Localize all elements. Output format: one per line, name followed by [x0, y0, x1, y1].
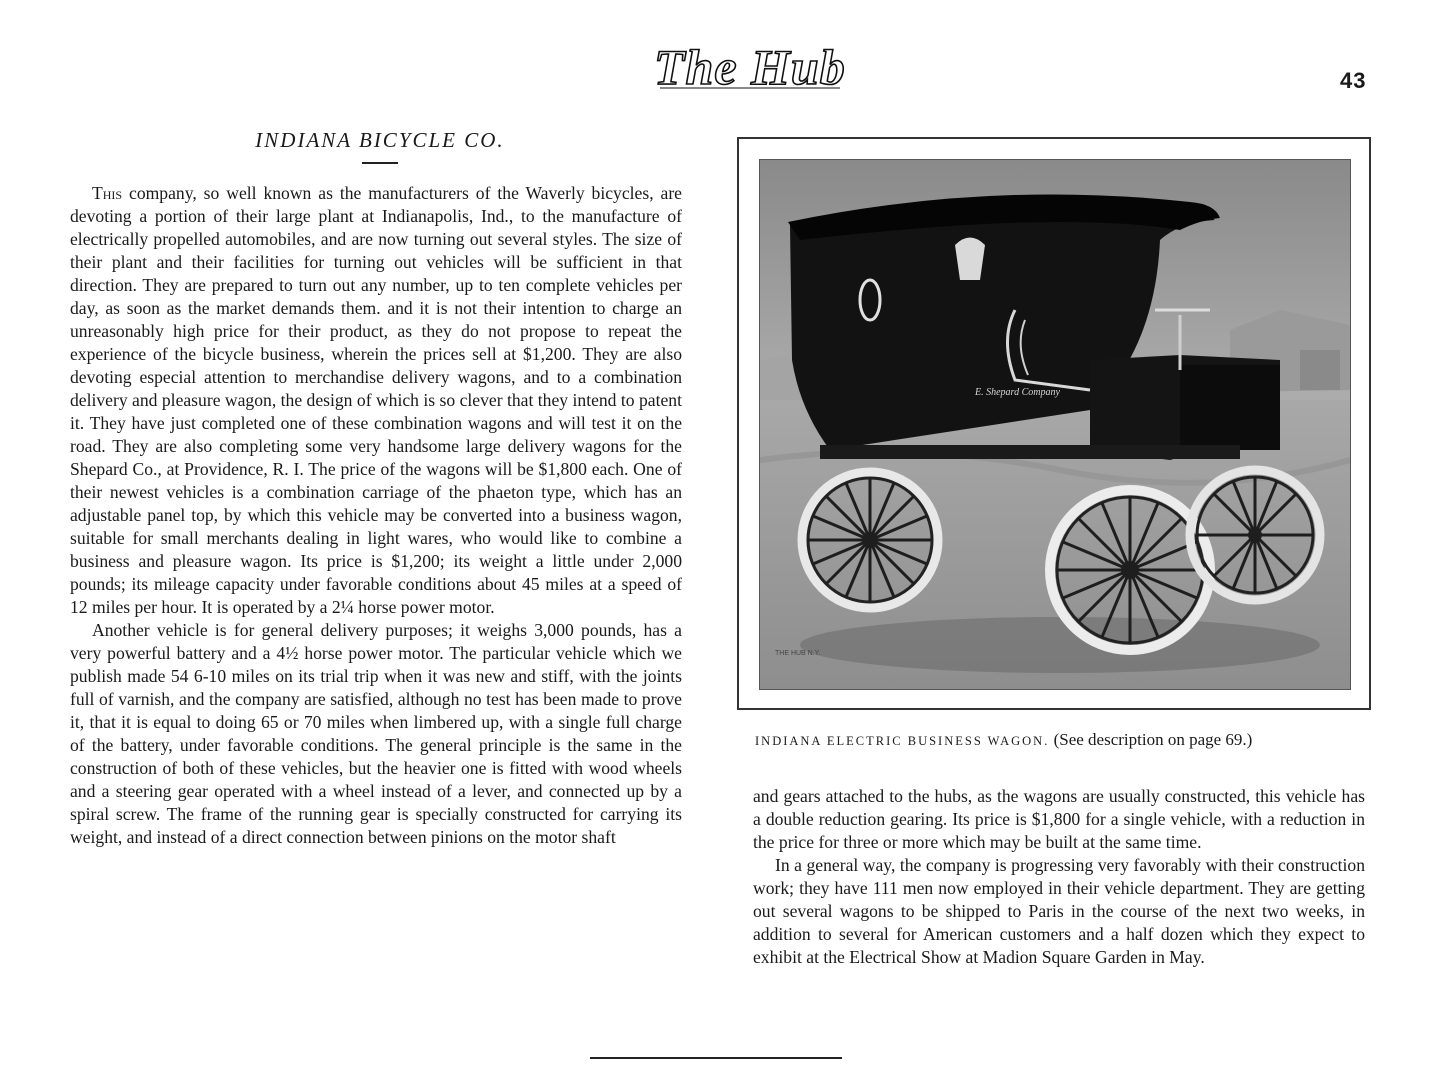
left-column	[70, 182, 682, 849]
paragraph-lead: This	[92, 183, 123, 203]
bottom-divider	[590, 1057, 842, 1059]
right-column	[753, 785, 1365, 969]
paragraph-2: Another vehicle is for general delivery purposes; it weighs 3,000 pounds, has a very powerful battery and a 4½ horse power motor. The particular vehicle which we publish made 54 6-10 miles on its trial trip when it was new and stiff, with the joints full of varnish, and the company are satisfied, although no test has been made to prove it, that it is equal to doing 65 or 70 miles when limbered up, with a single full charge of the battery, under favorable conditions. The general principle is the same in the construction of both of these vehicles, but the heavier one is fitted with wood wheels and a steering gear operated with a wheel instead of a lever, and connected up by a spiral screw. The frame of the running gear is specially constructed for carrying its weight, and instead of a direct connection between pinions on the motor shaft	[70, 620, 682, 847]
masthead-logo	[650, 38, 850, 96]
article-title: INDIANA BICYCLE CO.	[255, 128, 505, 152]
paragraph-1	[70, 182, 682, 619]
page-number: 43	[1340, 68, 1367, 93]
far-front-wheel	[1190, 470, 1320, 600]
wagon-lettering: E. Shepard Company	[975, 387, 1060, 398]
paragraph-4: In a general way, the company is progressing very favorably with their construction work; they have 111 men now employed in their vehicle department. They are getting out several wagons to be shipped to Paris in the course of the next two weeks, in addition to several for American customers and a half dozen which they expect to exhibit at the Electrical Show at Madion Square Garden in May.	[753, 855, 1365, 967]
paragraph-1-text: company, so well known as the manufacturers of the Waverly bicycles, are devoting a portion of their large plant at Indianapolis, Ind., to the manufacture of electrically propelled automobiles, and are now turning out several styles. The size of their plant and their facilities for turning out vehicles will be sufficient in that direction. They are prepared to turn out any number, up to ten complete vehicles per day, as soon as the market demands them. and it is not their intention to charge an unreasonably high price for their product, as they do not propose to repeat the experience of the bicycle business, wherein the prices sell at $1,200. They are also devoting especial attention to merchandise delivery wagons, and to a combination delivery and pleasure wagon, the design of which is so clever that they intend to patent it. They have just completed one of these combination wagons and will test it on the road. They are also completing some very handsome large delivery wagons for the Shepard Co., at Providence, R. I. The price of the wagons will be $1,800 each. One of their newest vehicles is a combination carriage of the phaeton type, which has an adjustable panel top, by which this vehicle may be converted into a business wagon, suitable for small merchants dealing in light wares, who would like to combine a business and pleasure wagon. Its price is $1,200; its weight a little under 2,000 pounds; its mileage capacity under favorable conditions about 45 miles at a speed of 12 miles per hour. It is operated by a 2¼ horse power motor.	[70, 183, 682, 617]
masthead-text: The Hub	[654, 39, 846, 95]
caption-main: INDIANA ELECTRIC BUSINESS WAGON.	[755, 734, 1050, 748]
paragraph-3: and gears attached to the hubs, as the wagons are usually constructed, this vehicle has a double reduction gearing. Its price is $1,800 for a single vehicle, with a reduction in the price for three or more which may be built at the same time.	[753, 786, 1365, 852]
rear-wheel	[802, 472, 938, 608]
front-wheel	[1050, 490, 1210, 650]
engraver-mark: THE HUB N.Y.	[775, 650, 821, 657]
wagon-photograph	[759, 159, 1351, 690]
title-divider	[362, 162, 398, 164]
caption-reference: (See description on page 69.)	[1053, 730, 1253, 749]
figure-caption	[755, 730, 1375, 750]
wagon-illustration	[760, 160, 1350, 689]
photo-frame	[737, 137, 1371, 710]
